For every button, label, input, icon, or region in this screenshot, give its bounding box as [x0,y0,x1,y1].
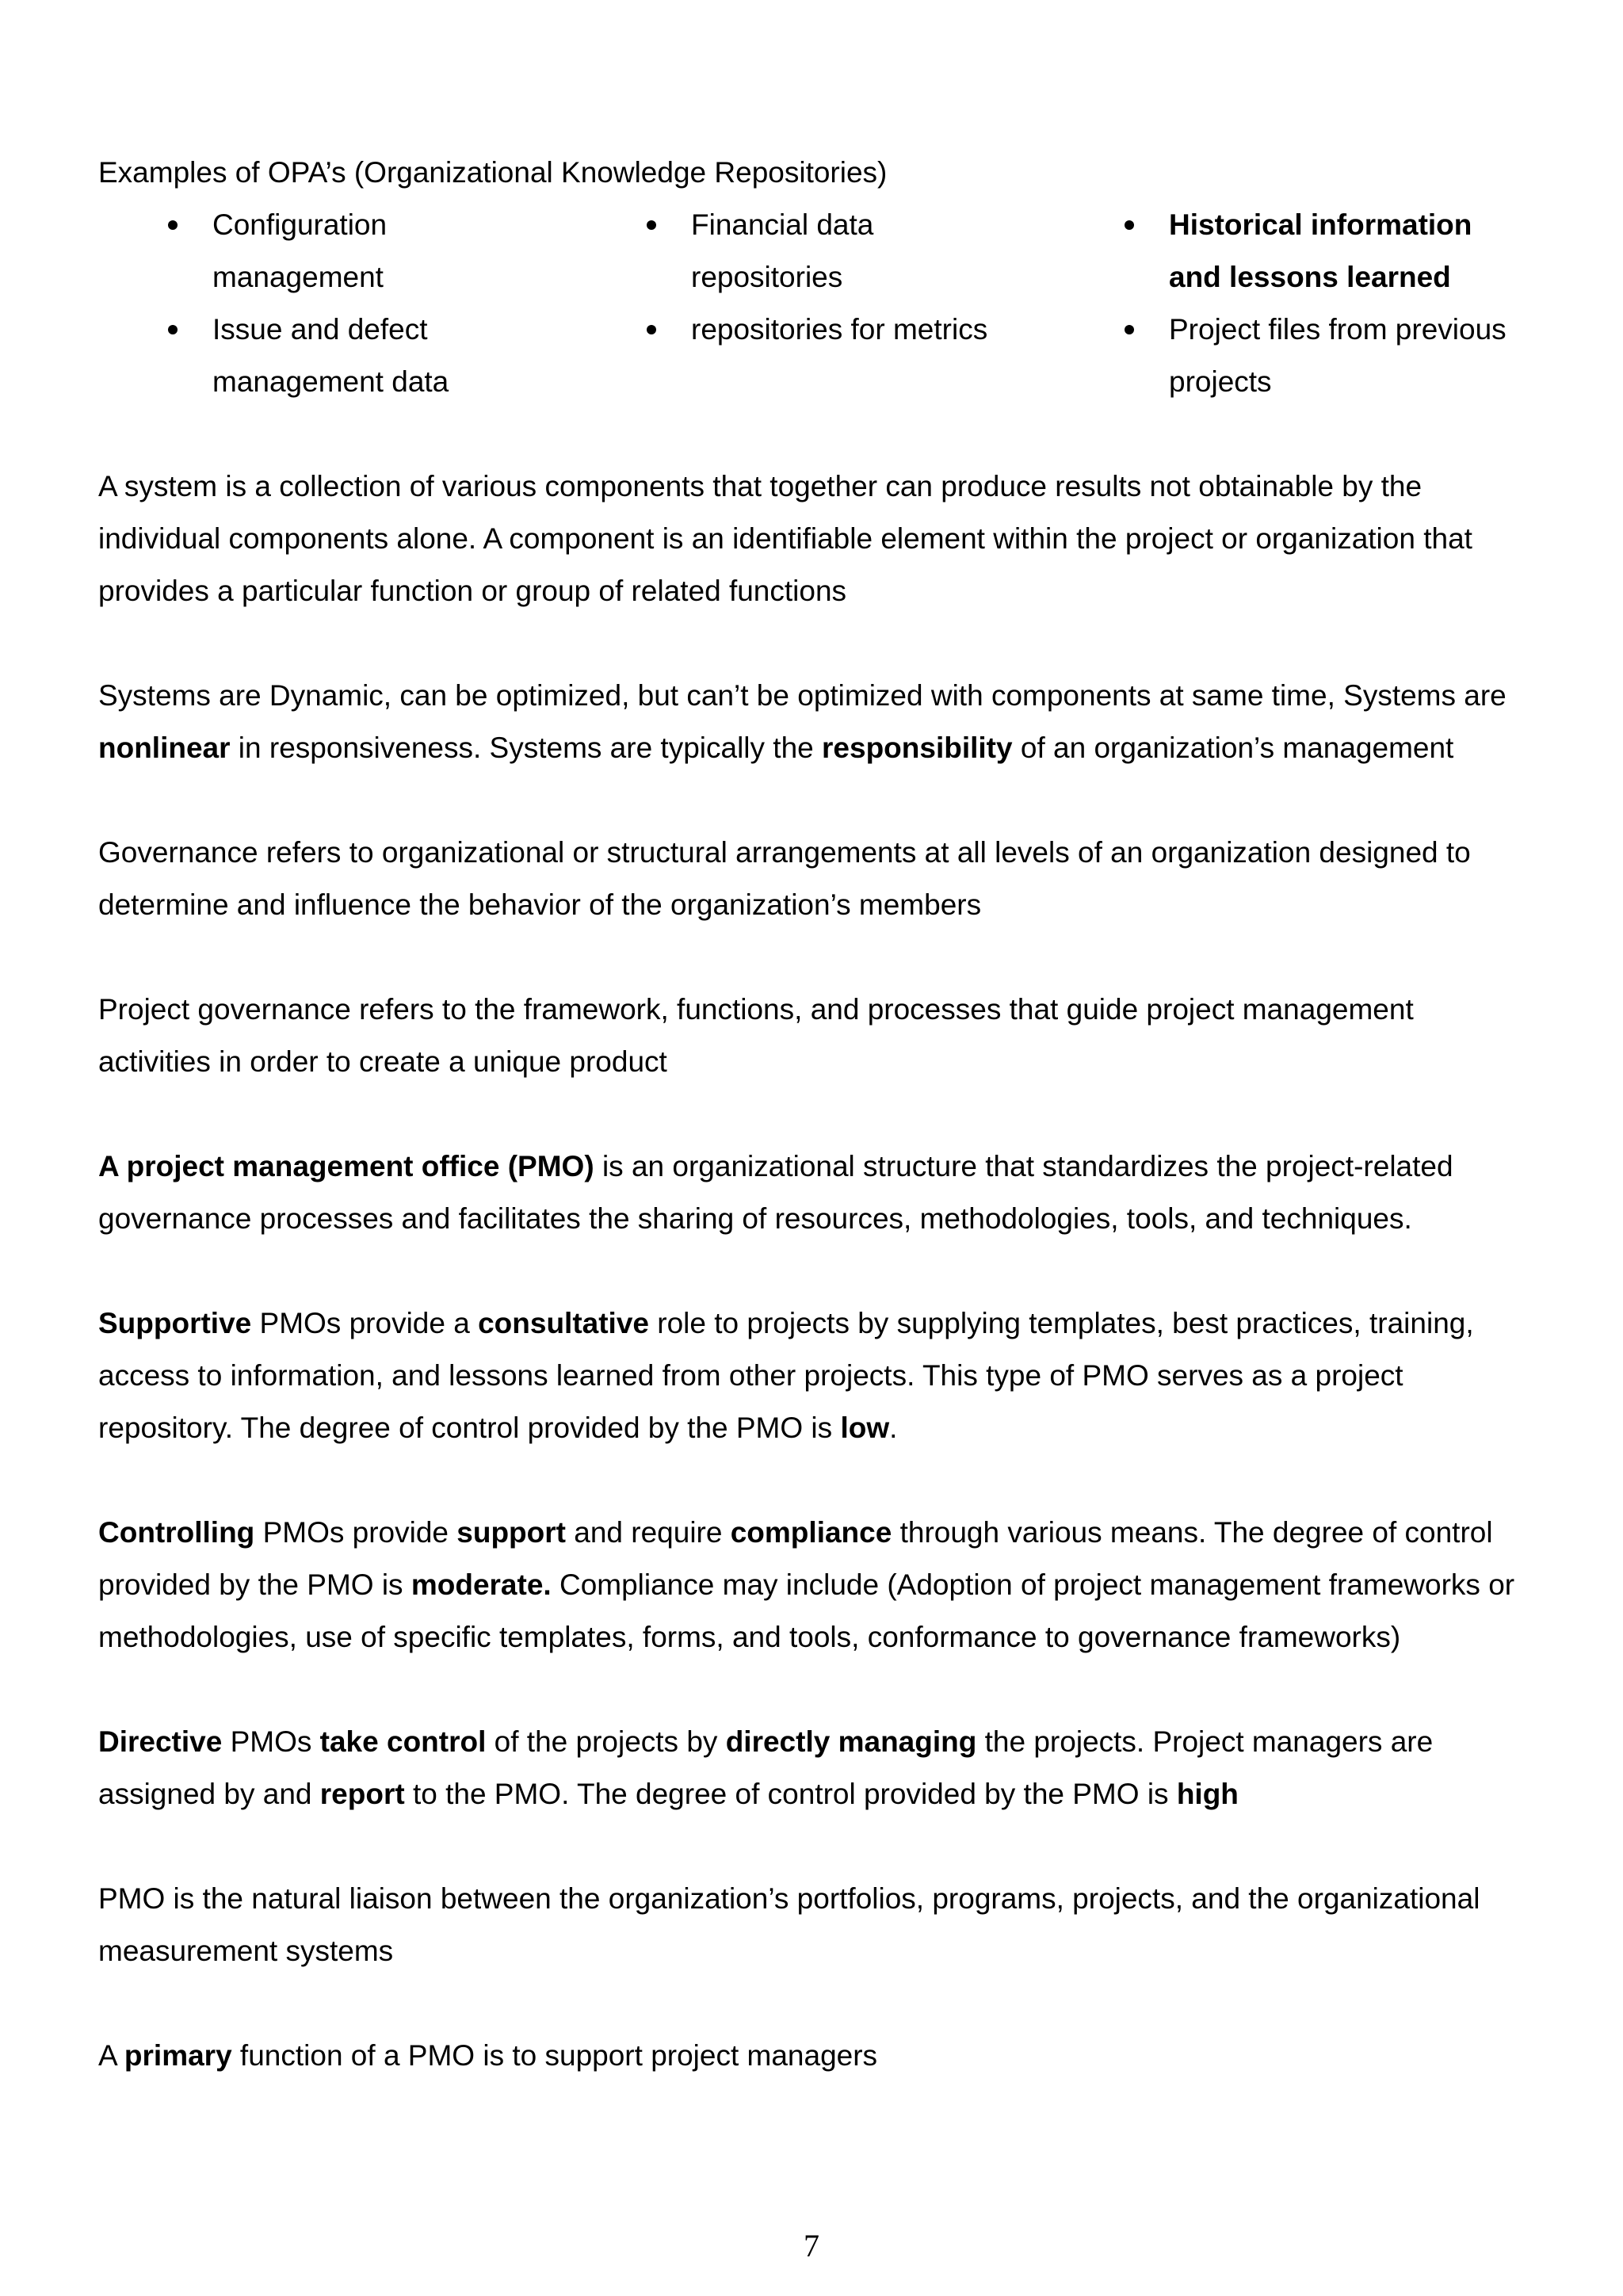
page-number: 7 [804,2228,819,2264]
text: Governance refers to organizational or structural arrangements at all levels of an organization designed to determine and influence the behavior of the organization’s members [98,836,1471,921]
bold-text: Controlling [98,1516,255,1549]
bullet-icon [168,325,178,334]
list-item: Project files from previous projects [1055,304,1526,408]
text: is an organizational structure that standardizes the project-related governance processes and facilitates the sharing of resources, methodologies, tools, and techniques. [98,1150,1453,1235]
bold-text: primary [124,2039,232,2072]
bullet-icon [647,220,656,230]
opa-examples-columns [98,199,1533,408]
text: through various means. The degree of control provided by the PMO is [98,1516,1493,1601]
text: A system is a collection of various components that together can produce results not obtainable by the individual components alone. A component is an identifiable element within the project or organization that provides a particular function or group of related functions [98,470,1472,607]
text: function of a PMO is to support project managers [231,2039,878,2072]
text: of the projects by [486,1725,726,1758]
text: Systems are Dynamic, can be optimized, but can’t be optimized with components at same time, Systems are [98,679,1507,712]
text: A [98,2039,124,2072]
paragraph-pmo-liaison [98,1873,1533,1977]
text: role to projects by supplying templates, best practices, training, access to information, and lessons learned from other projects. This type of PMO serves as a project repository. The degree of control provided by the PMO is [98,1307,1474,1444]
bullet-list [1055,199,1533,408]
paragraph-system-definition [98,460,1533,617]
bullet-icon [1125,325,1134,334]
paragraph-controlling-pmo [98,1507,1533,1664]
bullet-list [98,199,577,408]
bullet-icon [647,325,656,334]
paragraph-pmo-definition [98,1140,1533,1245]
bold-text: directly managing [725,1725,977,1758]
opa-column-2 [577,199,1055,408]
paragraph-pmo-primary-function [98,2030,1533,2082]
bold-text: report [319,1778,405,1810]
text: the projects. Project managers are assigned by and [98,1725,1434,1810]
text: Compliance may include (Adoption of project management frameworks or methodologies, use of specific templates, forms, and tools, conformance to governance frameworks) [98,1568,1515,1653]
bullet-icon [1125,220,1134,230]
text: PMOs provide a [251,1307,479,1339]
opa-column-3 [1055,199,1533,408]
list-item: Financial data repositories [577,199,1024,304]
bold-text: consultative [478,1307,649,1339]
bold-text: low [840,1412,890,1444]
bold-text: responsibility [822,732,1013,764]
bold-text: support [456,1516,566,1549]
bold-text: A project management office (PMO) [98,1150,594,1182]
paragraph-governance-definition [98,827,1533,931]
bold-text: compliance [730,1516,892,1549]
list-item: Historical information and lessons learned [1055,199,1526,304]
text: and require [565,1516,731,1549]
bullet-icon [168,220,178,230]
paragraph-directive-pmo [98,1716,1533,1820]
paragraph-project-governance [98,984,1533,1088]
bold-text: high [1176,1778,1239,1810]
text: Project governance refers to the framework, functions, and processes that guide project management activities in order to create a unique product [98,993,1414,1078]
opa-heading: Examples of OPA’s (Organizational Knowledge Repositories) [98,156,888,189]
opa-column-1 [98,199,577,408]
text: . [889,1412,898,1444]
bold-text: moderate. [411,1568,552,1601]
list-item: Issue and defect management data [98,304,450,408]
bold-text: Supportive [98,1307,252,1339]
text: PMOs [222,1725,320,1758]
list-item: Configuration management [98,199,450,304]
body-paragraphs [98,460,1533,2082]
text: PMOs provide [254,1516,457,1549]
paragraph-supportive-pmo [98,1297,1533,1454]
bullet-list [577,199,1055,356]
bold-text: take control [319,1725,487,1758]
bold-text: nonlinear [98,732,231,764]
text: to the PMO. The degree of control provided by the PMO is [404,1778,1177,1810]
text: PMO is the natural liaison between the organization’s portfolios, programs, projects, and the organizational measurement systems [98,1882,1480,1967]
bold-text: Directive [98,1725,223,1758]
list-item: repositories for metrics [577,304,1024,356]
text: in responsiveness. Systems are typically the [230,732,823,764]
text: of an organization’s management [1012,732,1454,764]
page-content [98,147,1533,2082]
paragraph-systems-dynamic [98,670,1533,774]
